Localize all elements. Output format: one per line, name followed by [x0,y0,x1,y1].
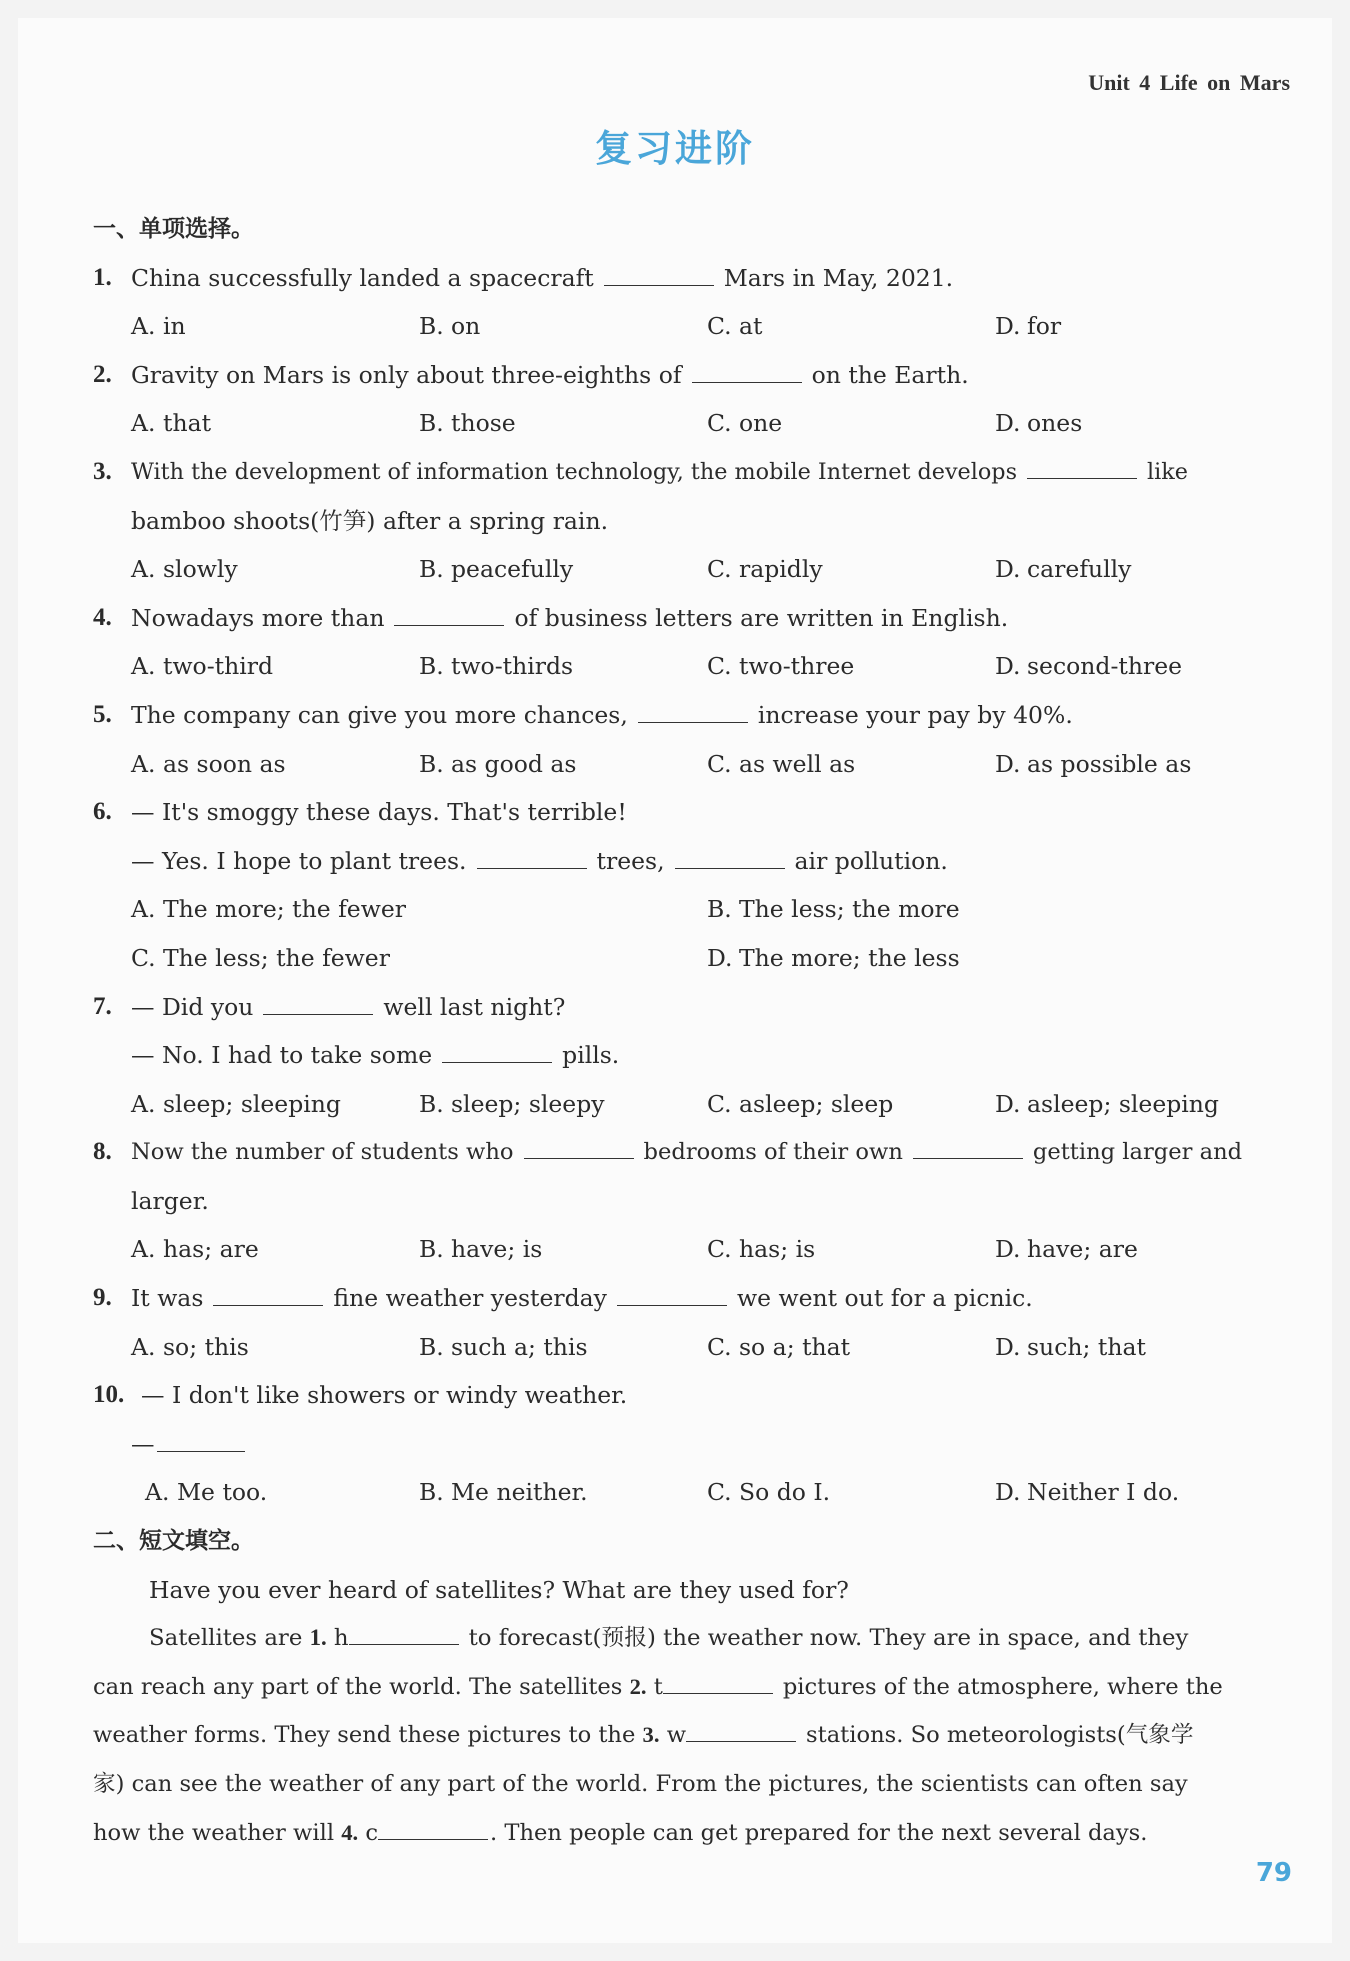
options-7 [93,1080,1283,1129]
option-a[interactable]: A. slowly [131,555,238,584]
option-b[interactable]: B. two-thirds [419,652,574,681]
question-text: like [1147,458,1188,485]
answer-blank[interactable] [663,1665,773,1694]
option-a[interactable]: A. that [131,409,212,438]
passage-line-6: how the weather will 4. c . Then people can get prepared for the next several days. [93,1809,1283,1858]
option-a[interactable]: A. The more; the fewer [131,895,406,924]
option-c[interactable]: C. two-three [707,652,855,681]
answer-blank[interactable] [213,1277,323,1306]
question-text: increase your pay by 40%. [757,700,1073,729]
options-1 [93,302,1283,351]
option-a[interactable]: A. in [131,312,186,341]
option-a[interactable]: A. as soon as [131,749,286,778]
question-number: 3. [93,457,112,485]
passage-line-4: weather forms. They send these pictures to the 3. w stations. So meteorologists(气象学 [93,1711,1283,1760]
option-b[interactable]: B. sleep; sleepy [419,1089,605,1118]
question-1 [93,254,1283,303]
answer-blank[interactable] [675,840,785,869]
section-heading-2: 二、短文填空。 [93,1528,254,1555]
option-a[interactable]: A. Me too. [145,1478,268,1507]
passage-line-2: Satellites are 1. h to forecast(预报) the weather now. They are in space, and they [93,1614,1283,1663]
section-heading-1: 一、单项选择。 [93,216,254,242]
option-a[interactable]: A. sleep; sleeping [131,1089,341,1118]
option-d[interactable]: D. asleep; sleeping [995,1089,1219,1118]
question-number: 1. [93,263,112,291]
option-d[interactable]: D. second-three [995,652,1183,681]
option-a[interactable]: A. so; this [131,1332,249,1361]
question-6 [93,788,1283,837]
options-6-row-1 [93,885,1283,934]
exercise-content [93,205,1283,1857]
option-b[interactable]: B. those [419,409,516,438]
question-text: China successfully landed a spacecraft [131,263,594,292]
option-c[interactable]: C. has; is [707,1235,816,1264]
question-8-continued: larger. [131,1186,209,1215]
answer-blank[interactable] [378,1811,488,1840]
option-b[interactable]: B. Me neither. [419,1478,588,1507]
question-text: — I don't like showers or windy weather. [141,1381,628,1410]
question-5 [93,691,1283,740]
option-d[interactable]: D. The more; the less [707,943,960,972]
option-d[interactable]: D. as possible as [995,749,1192,778]
question-10 [93,1371,1283,1420]
question-number: 2. [93,360,112,388]
answer-blank[interactable] [442,1034,552,1063]
option-c[interactable]: C. one [707,409,783,438]
question-text: Gravity on Mars is only about three-eighths of [131,360,682,389]
options-9 [93,1323,1283,1372]
option-b[interactable]: B. have; is [419,1235,543,1264]
options-6-row-2 [93,934,1283,983]
answer-blank[interactable] [349,1616,459,1645]
options-3 [93,545,1283,594]
question-10-reply: — [93,1420,1283,1469]
question-text: Mars in May, 2021. [723,263,954,292]
answer-blank[interactable] [617,1277,727,1306]
question-7-reply: — No. I had to take some pills. [93,1031,1283,1080]
option-d[interactable]: D. have; are [995,1235,1138,1264]
options-10 [93,1468,1283,1517]
answer-blank[interactable] [157,1423,245,1452]
question-3-continued: bamboo shoots(竹笋) after a spring rain. [131,506,609,535]
option-c[interactable]: C. The less; the fewer [131,943,390,972]
options-2 [93,399,1283,448]
option-b[interactable]: B. The less; the more [707,895,960,924]
answer-blank[interactable] [638,694,748,723]
question-6-reply: — Yes. I hope to plant trees. trees, air pollution. [93,837,1283,886]
page-title: 复习进阶 [595,127,755,170]
options-5 [93,740,1283,789]
option-a[interactable]: A. two-third [131,652,274,681]
question-number: 7. [93,992,112,1020]
unit-header: Unit 4 Life on Mars [1088,70,1290,95]
answer-blank[interactable] [263,986,373,1015]
option-d[interactable]: D. ones [995,409,1083,438]
question-4 [93,594,1283,643]
question-text: on the Earth. [811,360,969,389]
answer-blank[interactable] [524,1130,634,1159]
answer-blank[interactable] [394,597,504,626]
question-7: 7. — Did you well last night? [93,983,1283,1032]
options-4 [93,642,1283,691]
option-d[interactable]: D. carefully [995,555,1132,584]
option-c[interactable]: C. as well as [707,749,856,778]
answer-blank[interactable] [913,1130,1023,1159]
answer-blank[interactable] [686,1713,796,1742]
option-b[interactable]: B. such a; this [419,1332,588,1361]
answer-blank[interactable] [1027,450,1137,479]
option-c[interactable]: C. rapidly [707,555,823,584]
question-text: With the development of information technology, the mobile Internet develops [131,458,1018,485]
option-a[interactable]: A. has; are [131,1235,259,1264]
passage-line-5: 家) can see the weather of any part of the world. From the pictures, the scientists can often say [93,1771,1188,1797]
question-9: 9. It was fine weather yesterday we went out for a picnic. [93,1274,1283,1323]
option-c[interactable]: C. so a; that [707,1332,851,1361]
option-d[interactable]: D. for [995,312,1062,341]
answer-blank[interactable] [604,257,714,286]
question-number: 9. [93,1284,112,1312]
option-c[interactable]: C. asleep; sleep [707,1089,894,1118]
answer-blank[interactable] [692,354,802,383]
page-number: 79 [1255,1858,1292,1888]
question-number: 4. [93,603,112,631]
question-text: Nowadays more than [131,603,385,632]
options-8 [93,1225,1283,1274]
option-b[interactable]: B. on [419,312,481,341]
option-c[interactable]: C. at [707,312,763,341]
option-b[interactable]: B. peacefully [419,555,574,584]
option-d[interactable]: D. such; that [995,1332,1146,1361]
option-b[interactable]: B. as good as [419,749,577,778]
option-c[interactable]: C. So do I. [707,1478,831,1507]
passage-line-3: can reach any part of the world. The satellites 2. t pictures of the atmosphere, where the [93,1663,1283,1712]
question-text: — It's smoggy these days. That's terrible! [131,798,627,827]
option-d[interactable]: D. Neither I do. [995,1478,1180,1507]
passage-line-1: Have you ever heard of satellites? What are they used for? [149,1575,849,1604]
question-number: 10. [93,1381,125,1409]
question-number: 8. [93,1138,112,1166]
question-text: The company can give you more chances, [131,700,628,729]
answer-blank[interactable] [477,840,587,869]
question-number: 5. [93,700,112,728]
question-8: 8. Now the number of students who bedrooms of their own getting larger and [93,1128,1283,1177]
question-2 [93,351,1283,400]
question-text: of business letters are written in English. [514,603,1009,632]
question-number: 6. [93,798,112,826]
question-3 [93,448,1283,497]
